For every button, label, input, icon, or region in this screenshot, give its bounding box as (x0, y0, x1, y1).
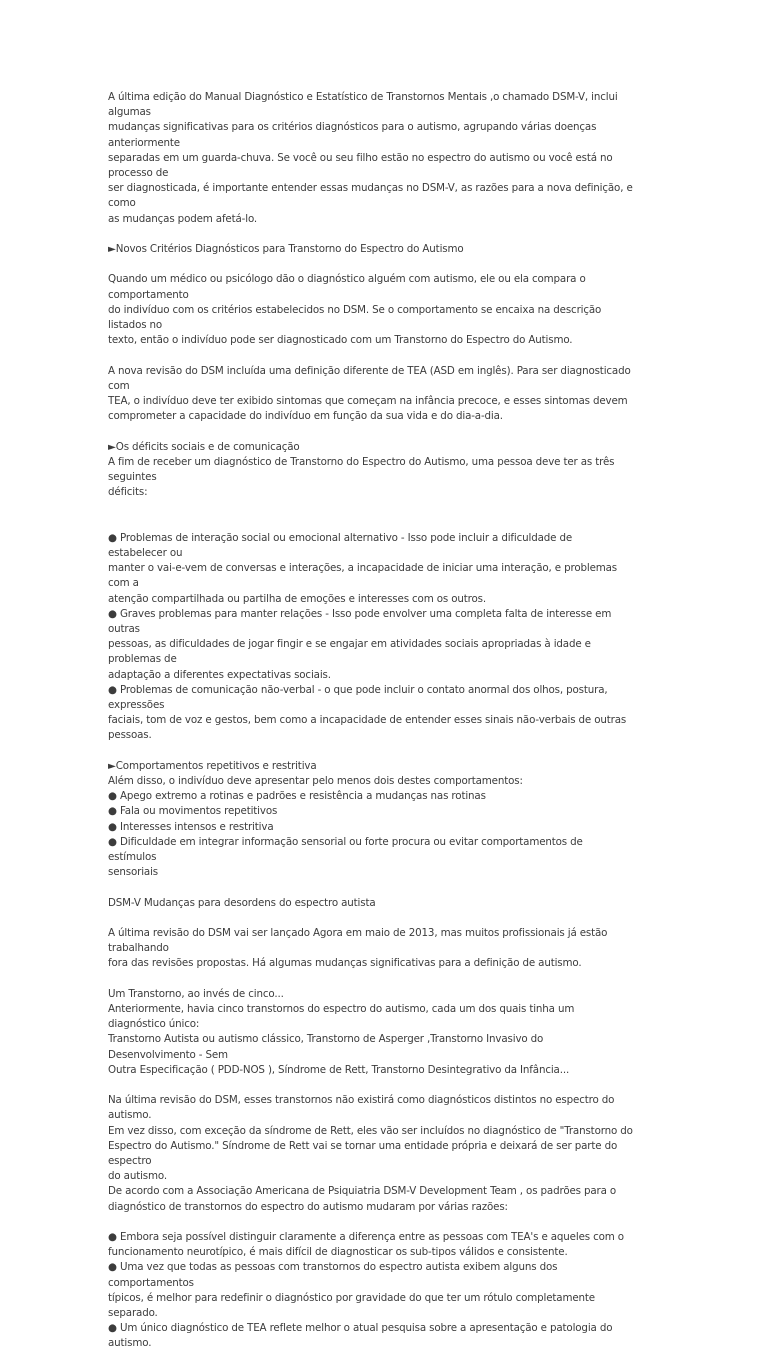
text-line: ►Os déficits sociais e de comunicação (108, 440, 300, 453)
text-line: déficits: (108, 486, 148, 499)
paragraph (108, 516, 633, 744)
text-line: Em vez disso, com exceção da síndrome de Rett, eles vão ser incluídos no diagnóstico de "Transtorno do (108, 1124, 633, 1137)
paragraph (108, 242, 633, 257)
text-line: faciais, tom de voz e gestos, bem como a incapacidade de entender esses sinais não-verbais de outras pessoas. (108, 714, 627, 742)
text-line: separadas em um guarda-chuva. Se você ou seu filho estão no espectro do autismo ou você está no processo de (108, 151, 613, 180)
blank-line (108, 516, 633, 531)
text-line: manter o vai-e-vem de conversas e interações, a incapacidade de iniciar uma interação, e problemas com a (108, 562, 618, 590)
document-body (108, 90, 633, 1367)
text-line: ● Dificuldade em integrar informação sensorial ou forte procura ou evitar comportamentos de estímulos (108, 835, 583, 864)
text-line: comprometer a capacidade do indivíduo em função da sua vida e do dia-a-dia. (108, 410, 503, 423)
paragraph (108, 364, 633, 425)
text-line: Espectro do Autismo." Síndrome de Rett vai se tornar uma entidade própria e deixará de ser parte do espectro (108, 1139, 618, 1168)
text-line: ● Apego extremo a rotinas e padrões e resistência a mudanças nas rotinas (108, 790, 486, 803)
text-line: ►Comportamentos repetitivos e restritiva (108, 759, 317, 772)
text-line: ►Novos Critérios Diagnósticos para Transtorno do Espectro do Autismo (108, 243, 464, 256)
text-line: A fim de receber um diagnóstico de Transtorno do Espectro do Autismo, uma pessoa deve ter as três seguintes (108, 455, 615, 484)
text-line: Além disso, o indivíduo deve apresentar pelo menos dois destes comportamentos: (108, 775, 523, 788)
text-line: pessoas, as dificuldades de jogar fingir e se engajar em atividades sociais apropriadas à idade e problemas de (108, 638, 591, 666)
text-line: Na última revisão do DSM, esses transtornos não existirá como diagnósticos distintos no espectro do autismo. (108, 1094, 615, 1122)
text-line: texto, então o indivíduo pode ser diagnosticado com um Transtorno do Espectro do Autismo. (108, 334, 573, 347)
text-line: DSM-V Mudanças para desordens do espectro autista (108, 896, 376, 909)
text-line: mudanças significativas para os critérios diagnósticos para o autismo, agrupando várias doenças anteriormente (108, 121, 597, 149)
text-line: adaptação a diferentes expectativas sociais. (108, 668, 331, 681)
text-line: ● Fala ou movimentos repetitivos (108, 805, 278, 818)
text-line: Quando um médico ou psicólogo dão o diagnóstico alguém com autismo, ele ou ela compara o comportamento (108, 273, 586, 301)
text-line: ● Um único diagnóstico de TEA reflete melhor o atual pesquisa sobre a apresentação e patologia do autismo. (108, 1322, 613, 1350)
text-line: ● Problemas de comunicação não-verbal - o que pode incluir o contato anormal dos olhos, postura, expressões (108, 683, 608, 712)
paragraph (108, 90, 633, 227)
text-line: A última edição do Manual Diagnóstico e Estatístico de Transtornos Mentais ,o chamado DSM-V, inclui algumas (108, 91, 618, 119)
text-line: Outra Especificação ( PDD-NOS ), Síndrome de Rett, Transtorno Desintegrativo da Infância... (108, 1063, 570, 1076)
paragraph (108, 1093, 633, 1215)
text-line: do autismo. (108, 1170, 167, 1183)
text-line: Transtorno Autista ou autismo clássico, Transtorno de Asperger ,Transtorno Invasivo do Desenvolvimento - Sem (108, 1033, 544, 1061)
text-line: De acordo com a Associação Americana de Psiquiatria DSM-V Development Team , os padrões para o (108, 1185, 617, 1198)
text-line: Anteriormente, havia cinco transtornos do espectro do autismo, cada um dos quais tinha um diagnóstico único: (108, 1003, 575, 1031)
paragraph (108, 759, 633, 881)
text-line: ● Interesses intensos e restritiva (108, 820, 274, 833)
text-line: ● Uma vez que todas as pessoas com transtornos do espectro autista exibem alguns dos comportamentos (108, 1261, 558, 1289)
text-line: típicos, é melhor para redefinir o diagnóstico por gravidade do que ter um rótulo completamente separado. (108, 1291, 595, 1320)
text-line: Um Transtorno, ao invés de cinco... (108, 987, 284, 1000)
text-line: atenção compartilhada ou partilha de emoções e interesses com os outros. (108, 592, 486, 605)
text-line: diagnóstico de transtornos do espectro do autismo mudaram por várias razões: (108, 1200, 508, 1213)
paragraph (108, 926, 633, 972)
text-line: fora das revisões propostas. Há algumas mudanças significativas para a definição de autismo. (108, 957, 582, 970)
text-line: ● Graves problemas para manter relações - Isso pode envolver uma completa falta de interesse em outras (108, 607, 612, 636)
paragraph (108, 1230, 633, 1352)
paragraph (108, 896, 633, 911)
text-line: do indivíduo com os critérios estabelecidos no DSM. Se o comportamento se encaixa na descrição listados no (108, 303, 602, 332)
text-line: ● Embora seja possível distinguir claramente a diferença entre as pessoas com TEA's e aqueles com o (108, 1231, 624, 1244)
text-line: A nova revisão do DSM incluída uma definição diferente de TEA (ASD em inglês). Para ser diagnosticado com (108, 364, 631, 392)
paragraph (108, 272, 633, 348)
text-line: as mudanças podem afetá-lo. (108, 212, 258, 225)
text-line: TEA, o indivíduo deve ter exibido sintomas que começam na infância precoce, e esses sintomas devem (108, 395, 628, 408)
text-line: A última revisão do DSM vai ser lançado Agora em maio de 2013, mas muitos profissionais já estão trabalhando (108, 927, 608, 955)
text-line: funcionamento neurotípico, é mais difícil de diagnosticar os sub-tipos válidos e consistente. (108, 1246, 568, 1259)
text-line: ser diagnosticada, é importante entender essas mudanças no DSM-V, as razões para a nova definição, e como (108, 182, 633, 210)
paragraph (108, 440, 633, 501)
text-line: ● Problemas de interação social ou emocional alternativo - Isso pode incluir a dificuldade de estabelecer ou (108, 531, 573, 559)
text-line: sensoriais (108, 866, 159, 879)
paragraph (108, 987, 633, 1078)
